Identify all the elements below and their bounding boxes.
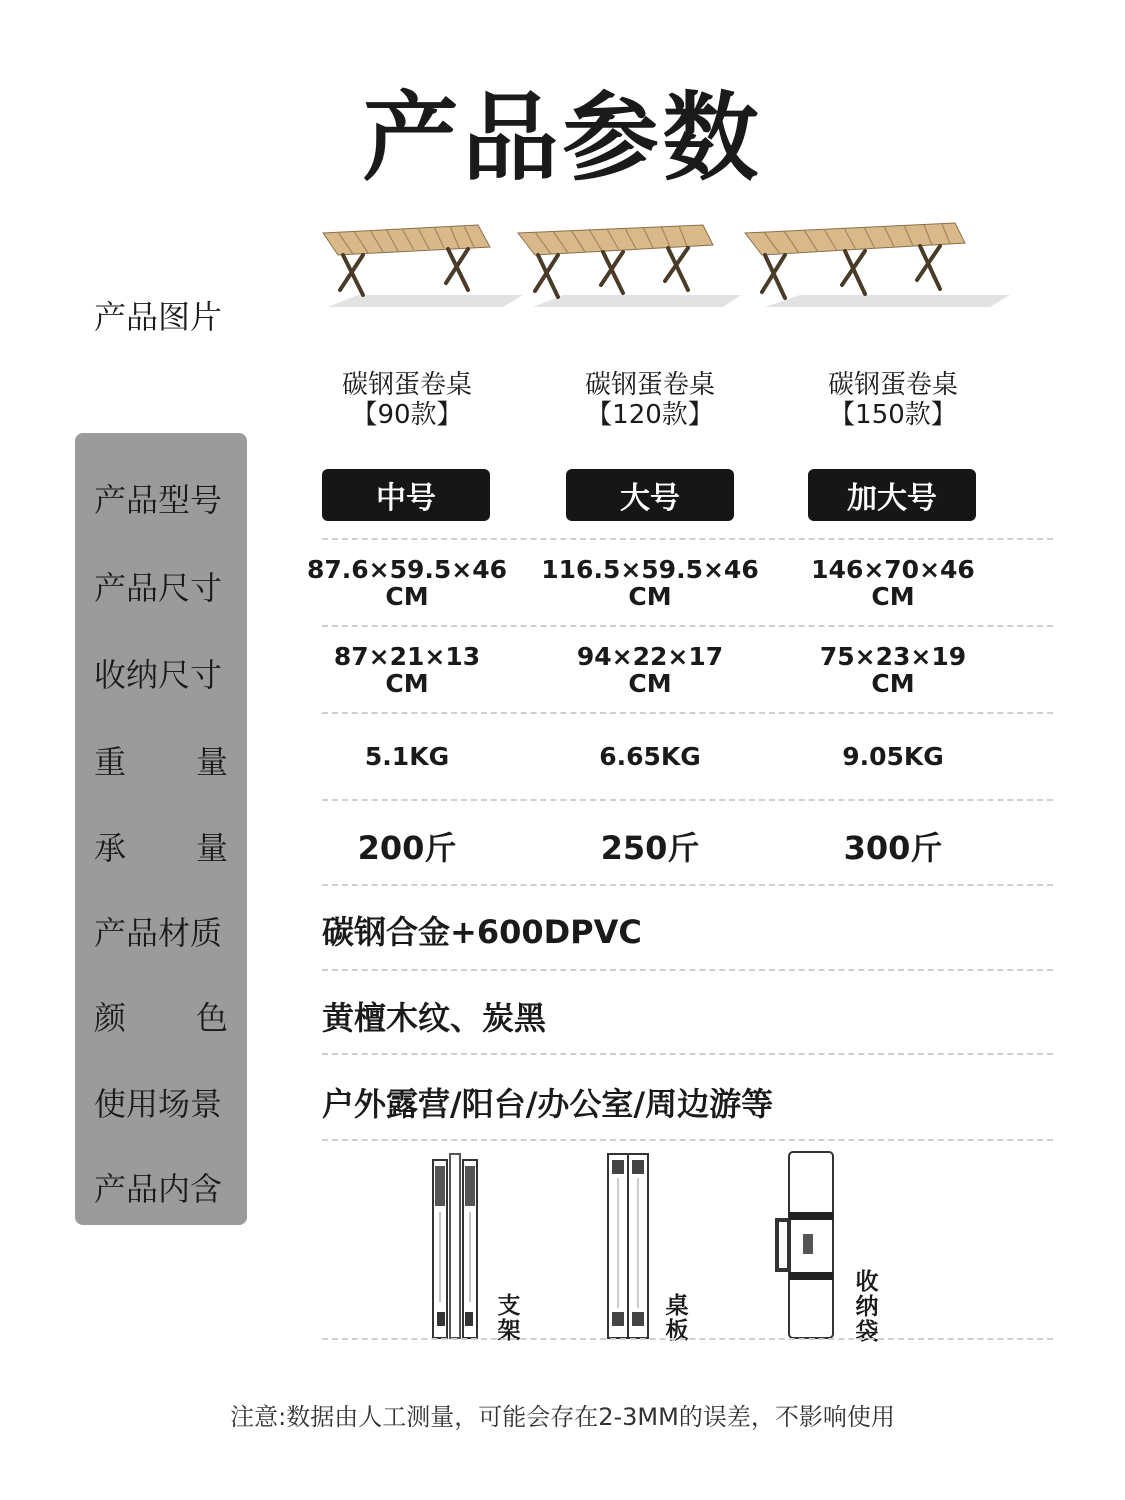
material-value: 碳钢合金+600DPVC [322, 913, 642, 951]
product-size-120: 116.5×59.5×46 CM [541, 555, 759, 611]
photo-label: 产品图片 [94, 298, 223, 336]
storage-size-150: 75×23×19 CM [819, 642, 967, 698]
color-value: 黄檀木纹、炭黑 [322, 999, 547, 1037]
row-divider [322, 799, 1053, 801]
size-badge-medium: 中号 [322, 469, 490, 521]
tabletop-icon [606, 1152, 650, 1342]
row-divider [322, 712, 1053, 714]
storage-size-90: 87×21×13 CM [333, 642, 481, 698]
load-150: 300斤 [843, 829, 943, 867]
product-size-90: 87.6×59.5×46 CM [306, 555, 508, 611]
product-name-90: 碳钢蛋卷桌 【90款】 [341, 370, 472, 430]
size-badge-large: 大号 [566, 469, 734, 521]
row-divider [322, 625, 1053, 627]
weight-150: 9.05KG [842, 742, 944, 771]
label-material: 产品材质 [94, 914, 223, 952]
label-model: 产品型号 [94, 481, 223, 519]
page-title: 产品参数 [362, 82, 763, 194]
product-name-120: 碳钢蛋卷桌 【120款】 [584, 370, 715, 430]
row-divider [322, 538, 1053, 540]
storage-size-120: 94×22×17 CM [576, 642, 724, 698]
row-divider [322, 969, 1053, 971]
weight-90: 5.1KG [364, 742, 450, 771]
label-contents: 产品内含 [94, 1170, 223, 1208]
row-divider [322, 1053, 1053, 1055]
weight-120: 6.65KG [599, 742, 701, 771]
product-size-150: 146×70×46 CM [811, 555, 975, 611]
label-scene: 使用场景 [94, 1085, 223, 1123]
label-weight: 重 量 [94, 743, 228, 781]
contents-tabletop-label: 桌板 [665, 1293, 689, 1344]
contents-bag-label: 收纳袋 [855, 1269, 879, 1345]
stand-icon [425, 1152, 485, 1342]
storage-bag-icon [775, 1150, 839, 1342]
table-image-120 [513, 215, 743, 315]
measurement-note: 注意:数据由人工测量，可能会存在2-3MM的误差，不影响使用 [230, 1403, 895, 1431]
label-size: 产品尺寸 [94, 569, 223, 607]
scene-value: 户外露营/阳台/办公室/周边游等 [322, 1085, 774, 1123]
row-divider [322, 1338, 1053, 1340]
load-120: 250斤 [600, 829, 700, 867]
label-storage: 收纳尺寸 [94, 656, 223, 694]
contents-stand-label: 支架 [497, 1293, 521, 1344]
label-color: 颜 色 [94, 999, 228, 1037]
row-divider [322, 884, 1053, 886]
load-90: 200斤 [357, 829, 457, 867]
row-divider [322, 1139, 1053, 1141]
table-shadow [328, 295, 523, 307]
table-image-90 [318, 215, 528, 315]
table-image-150 [740, 215, 1015, 315]
size-badge-xlarge: 加大号 [808, 469, 976, 521]
product-name-150: 碳钢蛋卷桌 【150款】 [827, 370, 958, 430]
label-load: 承 量 [94, 829, 228, 867]
